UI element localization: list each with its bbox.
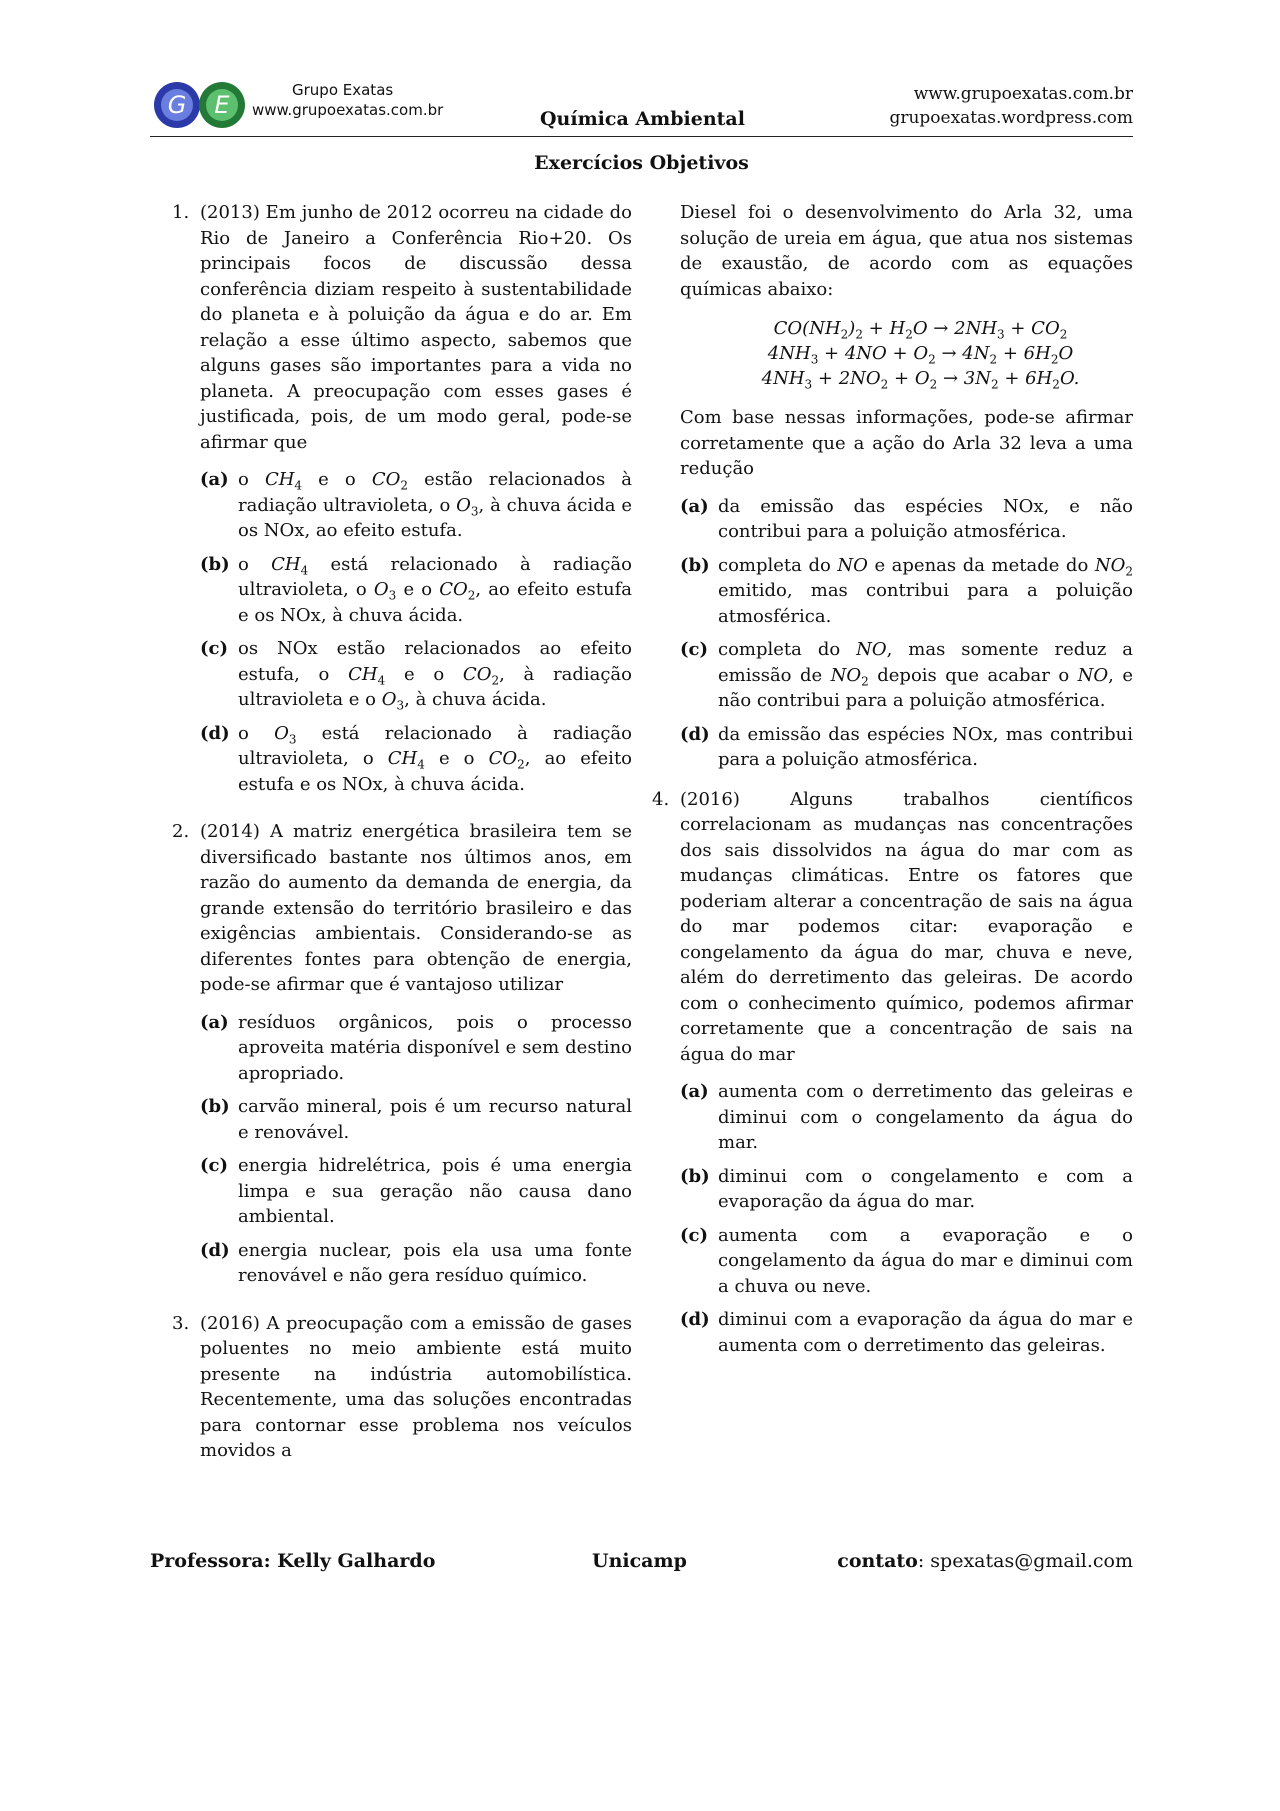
question-stem: (2013) Em junho de 2012 ocorreu na cidade do Rio de Janeiro a Conferência Rio+20. Os principais focos de discussão dessa conferência diziam respeito à sustentabilidade do planeta e à poluição da água e do ar. Em relação a esse último aspecto, sabemos que alguns gases são importantes para a vida no planeta. A preocupação com esses gases é justificada, pois, de um modo geral, pode-se afirmar que — [200, 202, 632, 453]
option-d[interactable]: (d) o $O_3$ está relacionado à radiação ultravioleta, o $CH_4$ e o $CO_2$, ao efeito estufa e os NOx, à chuva ácida. — [200, 722, 633, 795]
options-list — [680, 494, 1133, 773]
option-b[interactable]: (b) carvão mineral, pois é um recurso natural e renovável. — [200, 1096, 632, 1143]
option-d[interactable]: (d) da emissão das espécies NOx, mas contribui para a poluição atmosférica. — [680, 723, 1133, 770]
question-stem-continued: Diesel foi o desenvolvimento do Arla 32, uma solução de ureia em água, que atua nos sistemas de exaustão, de acordo com as equações químicas abaixo: — [680, 202, 1133, 300]
option-d[interactable]: (d) energia nuclear, pois ela usa uma fonte renovável e não gera resíduo químico. — [200, 1239, 632, 1286]
ge-logo-icon — [150, 80, 260, 130]
option-c[interactable]: (c) completa do NO, mas somente reduz a emissão de $NO_2$ depois que acabar o NO, e não contribui para a poluição atmosférica. — [680, 639, 1134, 711]
equation-1: $CO(NH_2)_2 + H_2O \to 2NH_3 + CO_2$ — [773, 318, 1068, 342]
option-b[interactable]: (b) o $CH_4$ está relacionado à radiação ultravioleta, o $O_3$ e o $CO_2$, ao efeito estufa e os NOx, à chuva ácida. — [200, 553, 633, 626]
right-column — [652, 200, 1134, 1380]
option-a[interactable]: (a) resíduos orgânicos, pois o processo aproveita matéria disponível e sem destino apropriado. — [200, 1011, 632, 1084]
question-prompt: Com base nessas informações, pode-se afirmar corretamente que a ação do Arla 32 leva a uma redução — [680, 407, 1133, 479]
logo-letter-e: E — [214, 91, 230, 119]
logo-name: Grupo Exatas — [292, 81, 394, 99]
option-d[interactable]: (d) diminui com a evaporação da água do mar e aumenta com o derretimento das geleiras. — [680, 1309, 1133, 1356]
question-number: 2. — [172, 821, 190, 842]
left-column — [172, 200, 632, 1478]
option-a[interactable]: (a) da emissão das espécies NOx, e não contribui para a poluição atmosférica. — [680, 495, 1133, 542]
logo-letter-g: G — [167, 91, 187, 119]
chemical-equations — [708, 316, 1133, 391]
professor-name: Professora: Kelly Galhardo — [150, 1550, 436, 1572]
site-link-1[interactable]: www.grupoexatas.com.br — [913, 84, 1133, 104]
site-link-2[interactable]: grupoexatas.wordpress.com — [889, 108, 1133, 128]
option-b[interactable]: (b) completa do NO e apenas da metade do $NO_2$ emitido, mas contribui para a poluição atmosférica. — [680, 554, 1133, 627]
page-header — [150, 72, 1133, 137]
options-list — [200, 1010, 632, 1289]
options-list — [680, 1079, 1133, 1358]
option-a[interactable]: (a) o $CH_4$ e o $CO_2$ estão relacionados à radiação ultravioleta, o $O_3$, à chuva ácida e os NOx, ao efeito estufa. — [200, 469, 633, 541]
equation-2: $4NH_3 + 4NO + O_2 \to 4N_2 + 6H_2O$ — [767, 343, 1074, 367]
option-a[interactable]: (a) aumenta com o derretimento das geleiras e diminui com o congelamento da água do mar. — [680, 1081, 1133, 1153]
question-stem: (2014) A matriz energética brasileira tem se diversificado bastante nos últimos anos, em razão do aumento da demanda de energia, da grande extensão do território brasileiro e das exigências ambientais. Considerando-se as diferentes fontes para obtenção de energia, pode-se afirmar que é vantajoso utilizar — [200, 821, 632, 995]
question-stem: (2016) A preocupação com a emissão de gases poluentes no meio ambiente está muito presente na indústria automobilística. Recentemente, uma das soluções encontradas para contornar esse problema nos veículos movidos a — [200, 1312, 632, 1461]
university-name: Unicamp — [592, 1550, 687, 1572]
option-c[interactable]: (c) os NOx estão relacionados ao efeito estufa, o $CH_4$ e o $CO_2$, à radiação ultravioleta e o $O_3$, à chuva ácida. — [200, 638, 632, 713]
page-footer — [150, 1550, 1133, 1580]
question-1 — [172, 200, 632, 805]
question-number: 4. — [652, 788, 670, 810]
question-2 — [172, 819, 632, 1297]
question-4 — [652, 787, 1133, 1367]
question-stem: (2016) Alguns trabalhos científicos correlacionam as mudanças nas concentrações dos sais dissolvidos na água do mar com as mudanças climáticas. Entre os fatores que poderiam alterar a concentração de sais na água do mar podemos citar: evaporação e congelamento da água do mar, chuva e neve, além do derretimento das geleiras. De acordo com o conhecimento químico, podemos afirmar corretamente que a concentração de sais na água do mar — [680, 788, 1133, 1065]
question-3 — [172, 1311, 632, 1464]
option-c[interactable]: (c) aumenta com a evaporação e o congelamento da água do mar e diminui com a chuva ou neve. — [680, 1224, 1133, 1297]
subject-title: Química Ambiental — [540, 108, 745, 130]
header-links — [889, 82, 1133, 130]
option-b[interactable]: (b) diminui com o congelamento e com a evaporação da água do mar. — [680, 1165, 1133, 1212]
contact-email[interactable]: : spexatas@gmail.com — [917, 1550, 1133, 1572]
section-title: Exercícios Objetivos — [534, 152, 749, 174]
question-3-continued — [680, 200, 1133, 773]
option-c[interactable]: (c) energia hidrelétrica, pois é uma energia limpa e sua geração não causa dano ambiental. — [200, 1155, 632, 1227]
contact-info — [837, 1550, 1133, 1572]
options-list — [200, 467, 632, 797]
logo-url: www.grupoexatas.com.br — [252, 101, 444, 119]
question-number: 3. — [172, 1312, 190, 1334]
equation-3: $4NH_3 + 2NO_2 + O_2 \to 3N_2 + 6H_2O$. — [761, 368, 1080, 392]
contact-label: contato — [837, 1550, 918, 1572]
grupo-exatas-logo — [150, 78, 444, 130]
question-number: 1. — [172, 202, 190, 223]
